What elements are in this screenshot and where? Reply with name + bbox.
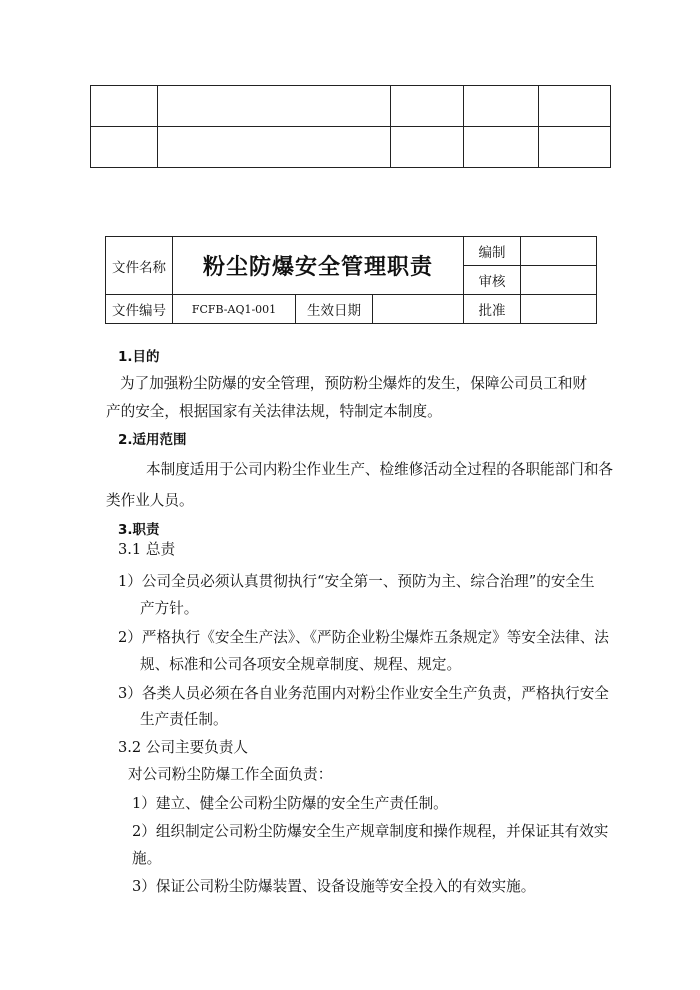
file-no-value: FCFB-AQ1-001: [173, 295, 296, 324]
paragraph-line: 类作业人员。: [106, 492, 194, 509]
effective-date-value: [373, 295, 464, 324]
paragraph-line: 对公司粉尘防爆工作全面负责：: [128, 766, 333, 783]
blank-cell: [158, 127, 391, 168]
approve-value: [521, 295, 597, 324]
approve-label: 批准: [464, 295, 521, 324]
section-heading: 2.适用范围: [118, 432, 187, 448]
blank-cell: [464, 86, 539, 127]
list-item: 2）组织制定公司粉尘防爆安全生产规章制度和操作规程，并保证其有效实: [132, 823, 609, 840]
paragraph-line: 为了加强粉尘防爆的安全管理，预防粉尘爆炸的发生，保障公司员工和财: [120, 375, 588, 392]
review-label: 审核: [464, 266, 521, 295]
section-heading: 3.职责: [118, 522, 160, 538]
file-name-label: 文件名称: [106, 237, 173, 295]
section-heading: 1.目的: [118, 349, 160, 365]
blank-cell: [539, 86, 611, 127]
blank-cell: [158, 86, 391, 127]
list-item-continuation: 规、标准和公司各项安全规章制度、规程、规定。: [140, 656, 462, 673]
blank-table: [90, 85, 611, 168]
list-item-continuation: 生产责任制。: [140, 711, 228, 728]
list-item: 3）各类人员必须在各自业务范围内对粉尘作业安全生产负责，严格执行安全: [118, 685, 609, 702]
list-item: 1）公司全员必须认真贯彻执行“安全第一、预防为主、综合治理”的安全生: [118, 573, 595, 590]
paragraph-line: 产的安全，根据国家有关法律法规，特制定本制度。: [106, 403, 442, 420]
blank-cell: [391, 86, 464, 127]
subsection-heading: 3.1 总责: [118, 541, 176, 558]
list-item-continuation: 产方针。: [140, 600, 199, 617]
paragraph-line: 本制度适用于公司内粉尘作业生产、检维修活动全过程的各职能部门和各: [146, 461, 614, 478]
compile-label: 编制: [464, 237, 521, 266]
list-item: 2）严格执行《安全生产法》、《严防企业粉尘爆炸五条规定》等安全法律、法: [118, 629, 609, 646]
review-value: [521, 266, 597, 295]
list-item: 3）保证公司粉尘防爆装置、设备设施等安全投入的有效实施。: [132, 878, 536, 895]
blank-cell: [91, 86, 158, 127]
effective-date-label: 生效日期: [296, 295, 373, 324]
document-info-table: [105, 236, 597, 324]
list-item-continuation: 施。: [132, 850, 162, 867]
blank-cell: [91, 127, 158, 168]
compile-value: [521, 237, 597, 266]
blank-cell: [539, 127, 611, 168]
document-title: 粉尘防爆安全管理职责: [173, 237, 464, 295]
list-item: 1）建立、健全公司粉尘防爆的安全生产责任制。: [132, 795, 448, 812]
file-no-label: 文件编号: [106, 295, 173, 324]
subsection-heading: 3.2 公司主要负责人: [118, 739, 249, 756]
blank-cell: [391, 127, 464, 168]
blank-cell: [464, 127, 539, 168]
